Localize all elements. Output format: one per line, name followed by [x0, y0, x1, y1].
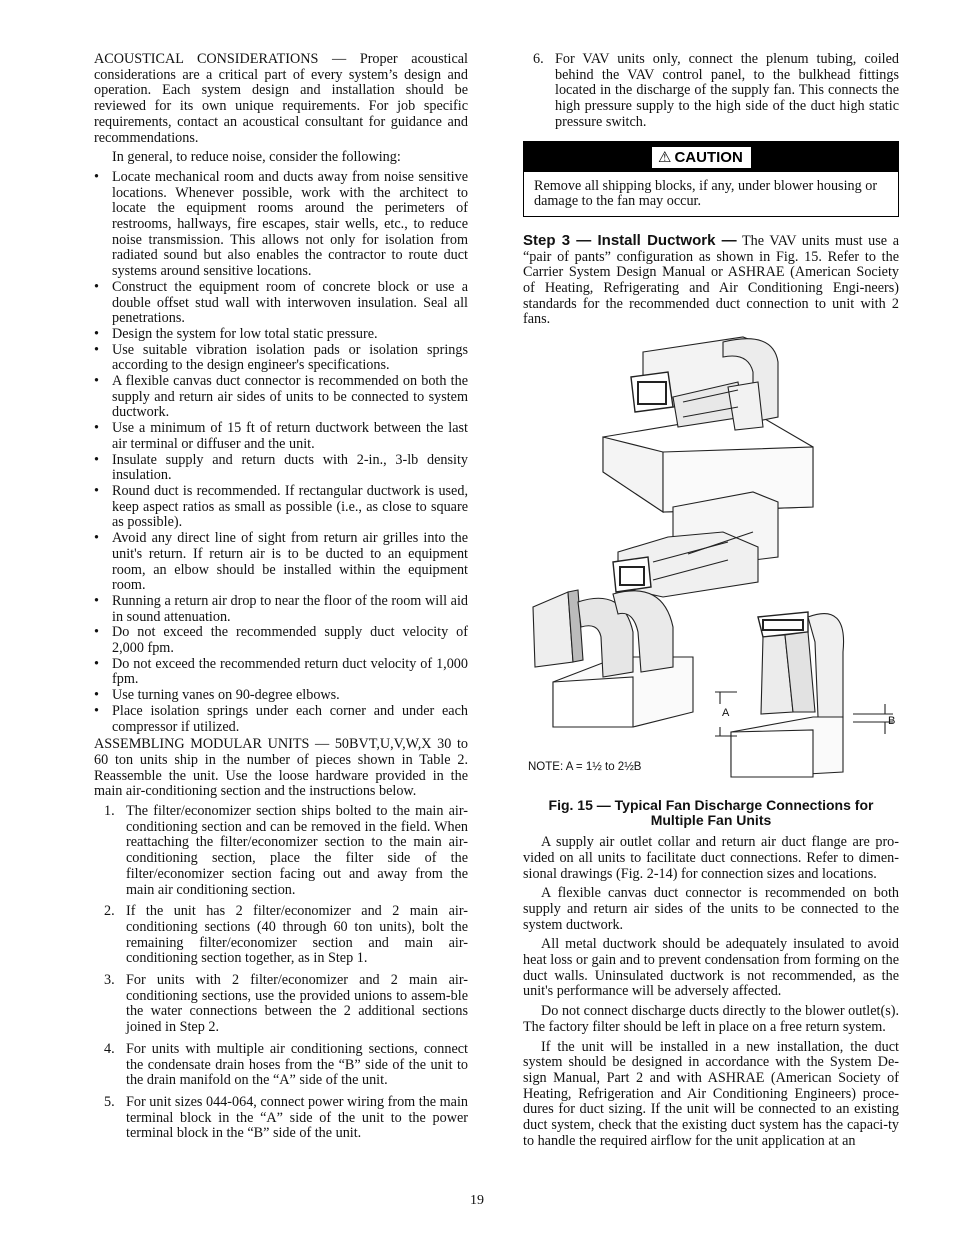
list-item: • Locate mechanical room and ducts away from noise sensitive locations. Whenever possible, work with the architect to locate the equipment rooms around the perimeters of restrooms, hallways, fire escapes, stair wells, etc., to reduce noise transmission. This allows not only for isolation from radiated sound but also enables the contractor to route duct systems around sensitive locations.: [94, 170, 468, 280]
list-item: 1. The filter/economizer section ships bolted to the main air-conditioning section and can be removed in the field. When reattaching the filter/economizer section to the main air-conditioning section, place the filter side of the filter/economizer section facing out and away from the main air conditioning section.: [104, 803, 468, 898]
noise-intro: In general, to reduce noise, consider the following:: [112, 149, 401, 166]
fan-discharge-figure: [523, 332, 899, 792]
duct-drawing: [523, 332, 899, 792]
paragraph: All metal ductwork should be adequately insulated to avoid heat loss or gain and to prevent condensation from forming on the duct walls. Uninsulated ductwork is not recommended, as the unit's performance will be adversely affected.: [523, 936, 899, 1000]
list-item: • Use turning vanes on 90-degree elbows.: [94, 688, 468, 704]
duct-config-bottom-right: [715, 612, 896, 777]
list-item: 3. For units with 2 filter/economizer and 2 main air-conditioning sections, use the provided unions to assem-ble the water connections between the 2 additional sections joined in Step 2.: [104, 972, 468, 1036]
list-item: 6. For VAV units only, connect the plenum tubing, coiled behind the VAV control panel, to the bulkhead fittings located in the discharge of the supply fan. This connects the high pressure supply to the high side of the duct high static pressure switch.: [533, 51, 899, 130]
figure-note: NOTE: A = 1½ to 2½B: [528, 761, 642, 774]
paragraph: Do not connect discharge ducts directly to the blower outlet(s). The factory filter should be left in place on a free return system.: [523, 1003, 899, 1035]
page-number: 19: [470, 1193, 484, 1208]
duct-config-top: [603, 337, 813, 512]
modular-heading: ASSEMBLING MODULAR UNITS: [94, 736, 310, 753]
list-item: • Construct the equipment room of concrete block or use a double offset stud wall with interwoven insulation. Seal all penetrations.: [94, 280, 468, 327]
step6-list: [523, 52, 899, 131]
acoustic-heading: ACOUSTICAL CONSIDERATIONS: [94, 51, 319, 67]
list-item: • Running a return air drop to near the floor of the room will aid in sound attenuation.: [94, 594, 468, 625]
list-item: • Place isolation springs under each corner and under each compressor if utilized.: [94, 704, 468, 735]
list-item: • Insulate supply and return ducts with 2-in., 3-lb density insulation.: [94, 453, 468, 484]
list-item: 4. For units with multiple air conditioning sections, connect the condensate drain hoses from the “B” side of the unit to the drain manifold on the “A” side of the unit.: [104, 1040, 468, 1089]
paragraph: If the unit will be installed in a new installation, the duct system should be designed in accordance with the System De-sign Manual, Part 2 and with ASHRAE (American Society of Heating, Refrigeration and Air Conditioning Engineers) proce-dures for duct sizing. If the unit will be connected to an existing duct system, check that the existing duct system has the capaci-ty to handle the required airflow for the unit application at an: [523, 1038, 899, 1149]
list-item: 5. For unit sizes 044-064, connect power wiring from the main terminal block in the “A” side of the unit to the power terminal block in the “B” side of the unit.: [104, 1094, 469, 1142]
list-item: • Do not exceed the recommended return duct velocity of 1,000 fpm.: [94, 657, 468, 688]
step3-paragraph: Step 3 — Install Ductwork — The VAV units must use a “pair of pants” configuration as shown in Fig. 15. Refer to the Carrier System Design Manual or ASHRAE (American Society of Heating, Refrigerating and Air Conditioning Engi-neers) standards for the recommended duct connection to unit with 2 fans.: [523, 231, 899, 328]
left-column: [94, 52, 468, 1148]
duct-config-middle: [613, 492, 778, 597]
right-column: [523, 52, 899, 1154]
modular-paragraph: ASSEMBLING MODULAR UNITS — 50BVT,U,V,W,X 30 to 60 ton units ship in the number of pieces shown in Table 2. Reassemble the unit. Use the loose hardware provided in the main air-conditioning section and the instructions below.: [94, 736, 468, 800]
paragraph: A flexible canvas duct connector is recommended on both supply and return air sides of the units to be connected to the system ductwork.: [523, 885, 899, 933]
caution-box: [523, 141, 899, 217]
caution-label: ⚠ CAUTION: [652, 147, 751, 168]
list-item: • Design the system for low total static pressure.: [94, 327, 468, 343]
list-item: 2. If the unit has 2 filter/economizer and 2 main air-conditioning sections (40 through 60 ton units), bolt the remaining filter/economizer section and main air-conditioning section together, as in Step 1.: [104, 903, 468, 967]
acoustic-paragraph: ACOUSTICAL CONSIDERATIONS — Proper acoustical considerations are a critical part of every system’s design and operation. Each system design and installation should be reviewed for its own unique requirements. For job specific requirements, contact an acoustical consultant for guidance and recommendations.: [94, 51, 469, 146]
paragraph: A supply air outlet collar and return air duct flange are pro-vided on all units to facilitate duct connections. Refer to dimen-sional drawings (Fig. 2-14) for connection sizes and locations.: [523, 834, 899, 882]
modular-steps-list: [94, 804, 468, 1142]
dimension-label-a: A: [722, 707, 730, 720]
list-item: • A flexible canvas duct connector is recommended on both the supply and return air sides of units to be connected to system ductwork.: [94, 374, 468, 421]
noise-bullet-list: [94, 170, 468, 735]
warning-icon: ⚠: [658, 148, 672, 166]
list-item: • Avoid any direct line of sight from return air grilles into the unit's return. If return air is to be ducted to an equipment room, an elbow should be installed within the equipment room.: [94, 531, 468, 594]
list-item: • Use a minimum of 15 ft of return ductwork between the last air terminal or diffuser and the unit.: [94, 421, 468, 452]
dimension-label-b: B: [888, 715, 896, 728]
figure-caption: Fig. 15 — Typical Fan Discharge Connections for Multiple Fan Units: [548, 797, 874, 829]
step3-heading: Step 3 — Install Ductwork —: [523, 231, 737, 249]
list-item: • Use suitable vibration isolation pads or isolation springs according to the design engineer's specifications.: [94, 343, 468, 374]
duct-config-bottom-left: [533, 590, 693, 727]
caution-header: [524, 142, 898, 172]
list-item: • Round duct is recommended. If rectangular ductwork is used, keep aspect ratios as small as possible (i.e., as close to square as possible).: [94, 484, 468, 531]
list-item: • Do not exceed the recommended supply duct velocity of 2,000 fpm.: [94, 625, 468, 656]
caution-text: Remove all shipping blocks, if any, under blower housing or damage to the fan may occur.: [534, 177, 878, 210]
